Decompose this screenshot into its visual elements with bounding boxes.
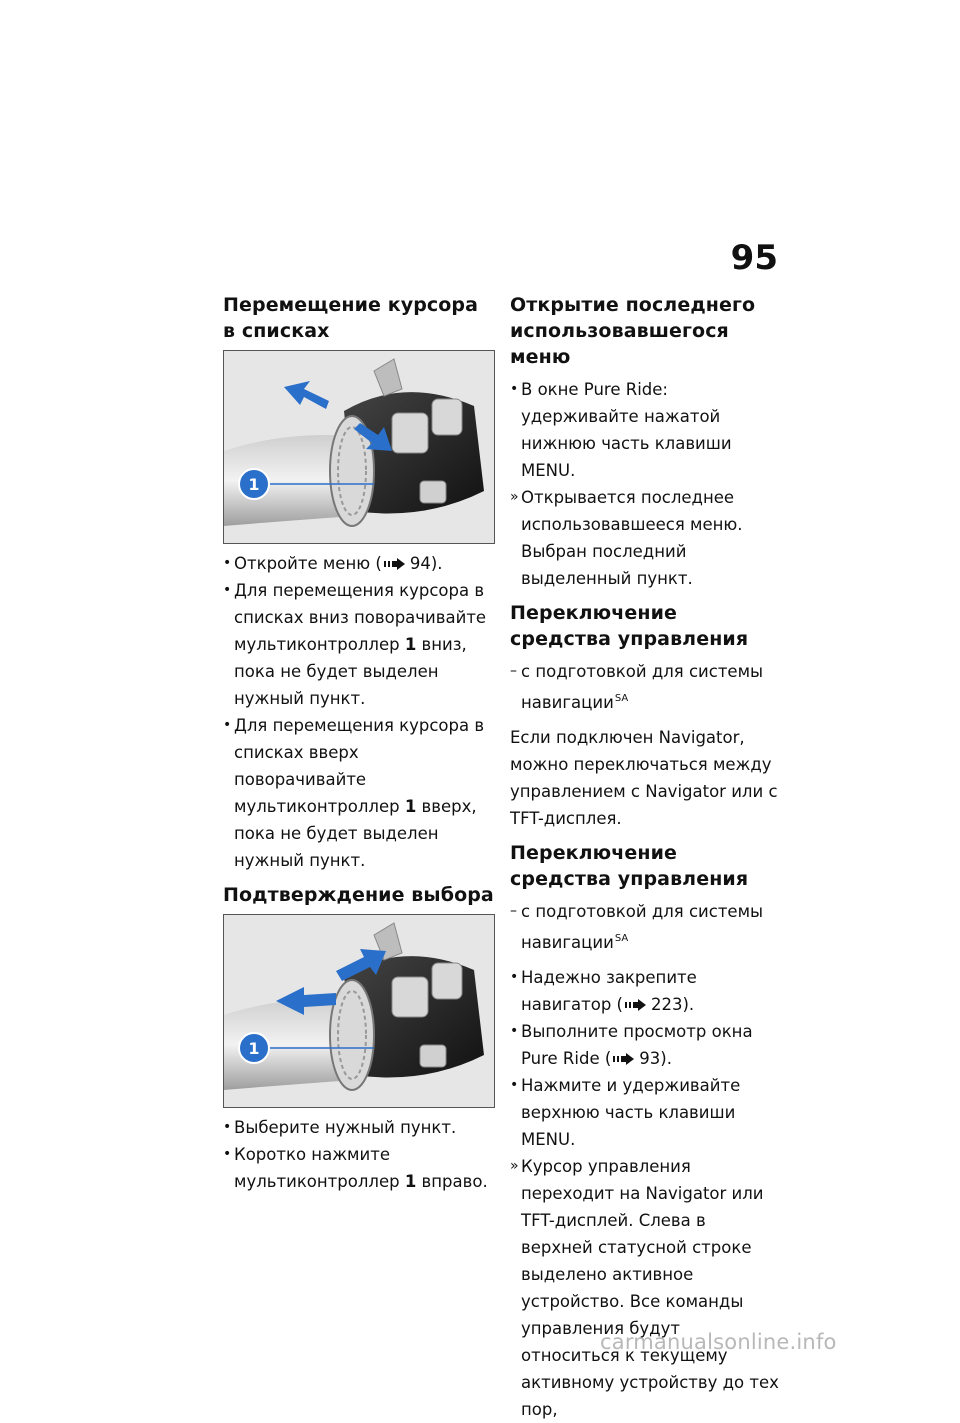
- list-item: • Откройте меню ( 94).: [223, 554, 443, 573]
- sa-superscript: SA: [614, 933, 629, 944]
- list-item: • Выберите нужный пункт.: [223, 1118, 457, 1137]
- watermark: carmanualsonline.info: [600, 1330, 837, 1354]
- section-title-switch-control: Переключение средства управления: [510, 602, 749, 650]
- list-item: » Курсор управления переходит на Navigator или TFT-дисплей. Слева в верхней статусной строке выделено активное устройство. Все команды управления будут относиться к текущему активному устройству до тех пор,: [510, 1157, 779, 1419]
- list-item: – с подготовкой для системы навигации$^{SA}$: [510, 902, 764, 952]
- left-column: [223, 292, 495, 1195]
- right-column: [510, 292, 782, 1423]
- section-title-confirm-selection: Подтверждение выбора: [223, 884, 494, 906]
- figure-handlebar-controller-press: [223, 914, 495, 1108]
- steps-cursor-move: [223, 550, 495, 874]
- ref-arrow-icon: [613, 1053, 635, 1065]
- ref-arrow-icon: [384, 558, 406, 570]
- sa-superscript: SA: [614, 693, 629, 704]
- handlebar-controller-illustration: [224, 915, 494, 1107]
- handlebar-controller-illustration: [224, 351, 494, 543]
- steps-switch-control: [510, 964, 782, 1423]
- page-number: 95: [730, 238, 778, 278]
- list-item: • В окне Pure Ride: удерживайте нажатой нижнюю часть клавиши MENU.: [510, 380, 732, 480]
- list-item: • Для перемещения курсора в списках вниз поворачивайте мультиконтроллер 1 вниз, пока не будет выделен нужный пункт.: [223, 581, 487, 708]
- page-reference-link[interactable]: 93: [639, 1049, 661, 1068]
- paragraph-navigator-switch: Если подключен Navigator, можно переключаться между управлением с Navigator или с TFT-дисплея.: [510, 728, 778, 828]
- steps-open-last-menu: [510, 376, 782, 592]
- ref-arrow-icon: [625, 999, 647, 1011]
- list-item: • Для перемещения курсора в списках вверх поворачивайте мультиконтроллер 1 вверх, пока не будет выделен нужный пункт.: [223, 716, 485, 870]
- section-title-switch-control-2: Переключение средства управления: [510, 842, 749, 890]
- list-item: • Выполните просмотр окна Pure Ride ( 93).: [510, 1022, 753, 1068]
- steps-confirm-selection: [223, 1114, 495, 1195]
- list-item: • Нажмите и удерживайте верхнюю часть клавиши MENU.: [510, 1076, 741, 1149]
- callout-number-1: 1: [248, 475, 260, 494]
- option-navigation-prep-2: [510, 898, 782, 956]
- list-item: – с подготовкой для системы навигации$^{SA}$: [510, 662, 764, 712]
- list-item: • Коротко нажмите мультиконтроллер 1 вправо.: [223, 1145, 488, 1191]
- list-item: » Открывается последнее использовавшееся меню. Выбран последний выделенный пункт.: [510, 488, 743, 588]
- option-navigation-prep: [510, 658, 782, 716]
- section-title-cursor-move: Перемещение курсора в списках: [223, 294, 479, 342]
- section-title-open-last-menu: Открытие последнего использовавшегося меню: [510, 294, 756, 368]
- callout-number-1: 1: [248, 1039, 260, 1058]
- figure-handlebar-controller-scroll: [223, 350, 495, 544]
- page-reference-link[interactable]: 223: [651, 995, 683, 1014]
- list-item: • Надежно закрепите навигатор ( 223).: [510, 968, 697, 1014]
- page-reference-link[interactable]: 94: [409, 554, 431, 573]
